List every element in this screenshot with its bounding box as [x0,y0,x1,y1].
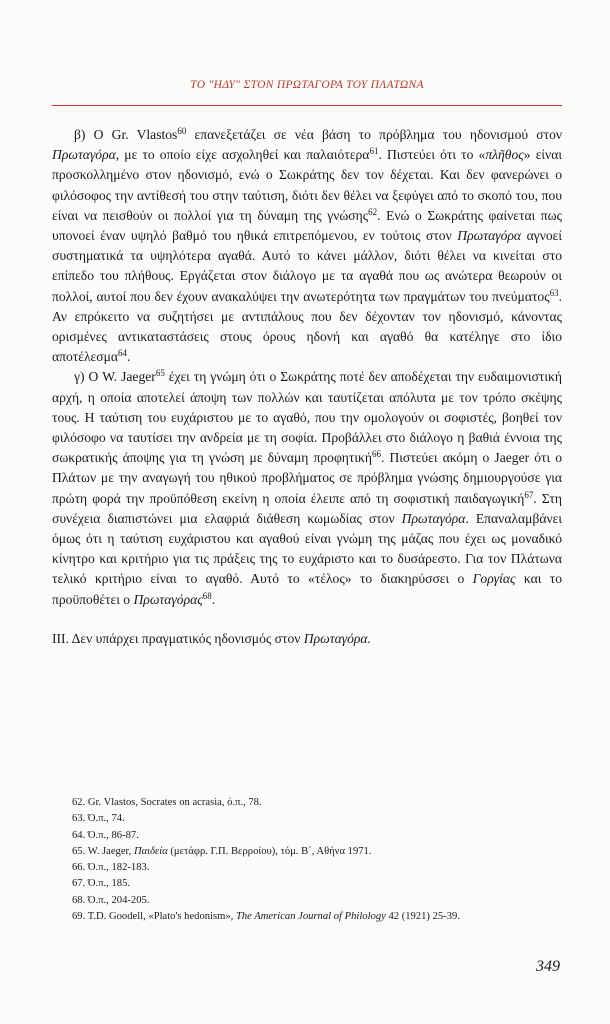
footnote-ref-67[interactable]: 67 [524,489,534,500]
text-segment: . Επαναλαμβάνει όμως ότι η ταύτιση ευχάριστου και αγαθού είναι γνώμη της μάζας που έχει ως μοναδικό κίνητρο και κριτήριο για τις πράξεις της το ευχάριστο και το δυσάρεστο. Για τον Πλάτωνα τελικό κριτήριο είναι το αγαθό. Αυτό το «τέλος» το διακηρύσσει ο [52,510,562,587]
text-segment: , με το οποίο είχε ασχοληθεί και παλαιότερα [115,147,370,163]
footnotes [72,795,562,925]
footnote-63: 63. Ό.π., 74. [72,813,125,825]
text-segment: . [211,591,216,607]
paragraph-jaeger [52,367,562,609]
footnote-68: 68. Ό.π., 204-205. [72,894,150,906]
work-title: Γοργίας [472,571,516,587]
paragraph-vlastos [52,125,562,367]
footnote-64: 64. Ό.π., 86-87. [72,829,139,841]
text-segment: επανεξετάζει σε νέα βάση το πρόβλημα του ηδονισμού στον [186,127,563,142]
footnote-text: 42 (1921) 25-39. [385,911,460,923]
work-title: Πρωταγόρα [401,510,466,526]
text-segment: . Πιστεύει ακόμη ο Jaeger ότι ο Πλάτων με την αναγωγή του ηθικού προβλήματος σε πρόβλημα γνώσης δημιουργούσε για πρώτη φορά την προϋπόθεση εκείνη η οποία έλειπε από τη σοφιστική παιδαγωγική [52,450,562,506]
text-segment: αγνοεί συστηματικά τα υψηλότερα αγαθά. Αυτό το κάνει μάλλον, διότι θέλει να κινείται στο επίπεδο του πλήθους. Εργάζεται στον διάλογο με τα αγαθά που ως ανώτερα θεωρούν οι πολλοί, αυτοί που δεν έχουν ανακαλύψει την ανωτερότητα των πραγμάτων του πνεύματος [52,228,563,304]
footnote-ref-63[interactable]: 63 [549,287,559,298]
text-segment: » είναι προσκολλημένο στον ηδονισμό, ενώ ο Σωκράτης δεν τον δέχεται. Και δεν φανερώνει ο φιλόσοφος την αντίθεσή του στην ταύτιση, διότι δεν θέλει να ξεφύγει από το σκοπό του, που είναι να πεισθούν οι πολλοί για τη δύναμη της γνώσης [52,147,562,223]
text-segment: . Ενώ ο Σωκράτης φαίνεται πως υπονοεί έναν υψηλό βαθμό του ηθικά επιτρεπόμενου, εν τούτοις στον [52,207,562,244]
page-number: 349 [536,958,560,975]
header-rule [52,105,562,106]
text-segment: γ) Ο W. Jaeger [74,369,156,385]
footnote-62: 62. Gr. Vlastos, Socrates on acrasia, ό.π., 78. [72,797,262,808]
text-segment: . [127,349,131,365]
work-title: Πρωταγόρα [52,147,116,163]
work-title: Πρωταγόρας [133,591,203,607]
journal-title: The American Journal of Philology [235,911,386,923]
footnote-ref-60[interactable]: 60 [177,126,187,136]
footnote-ref-65[interactable]: 65 [155,368,165,379]
running-head: ΤΟ "ΗΔΥ" ΣΤΟΝ ΠΡΩΤΑΓΟΡΑ ΤΟΥ ΠΛΑΤΩΝΑ [190,79,424,91]
work-title: Πρωταγόρα. [303,630,371,646]
footnote-ref-64[interactable]: 64 [118,348,127,359]
footnote-ref-68[interactable]: 68 [202,590,212,601]
footnote-ref-66[interactable]: 66 [371,449,381,460]
main-text [52,125,562,649]
text-segment: . Αν επρόκειτο να συζητήσει με αντιπάλους που δεν δέχονταν τον ηδονισμό, κάνοντας ορισμένες αντικαταστάσεις στους όρους ηδονή και αγαθό θα κατέληγε στο ίδιο αποτέλεσμα [52,288,562,365]
work-title: Πρωταγόρα [457,228,522,244]
work-title: Παιδεία [133,845,168,857]
footnote-ref-61[interactable]: 61 [369,146,379,157]
text-segment: και το προϋποθέτει ο [52,571,562,607]
footnote-66: 66. Ό.π., 182-183. [72,862,150,874]
footnote-text: (μετάφρ. Γ.Π. Βερροίου), τόμ. Β΄, Αθήνα 1971. [167,845,372,857]
footnote-67: 67. Ό.π., 185. [72,878,131,890]
footnote-69 [72,909,562,925]
greek-term: πλῆθος [485,147,524,163]
footnote-ref-62[interactable]: 62 [368,206,378,217]
text-segment: . Πιστεύει ότι το « [378,147,486,163]
text-segment: β) Ο Gr. Vlastos [74,127,178,142]
footnote-65 [72,844,562,860]
section-heading-text: ΙΙΙ. Δεν υπάρχει πραγματικός ηδονισμός στον [52,630,304,646]
section-heading [52,629,562,649]
footnote-text: 69. T.D. Goodell, «Plato's hedonism», [72,911,236,923]
text-segment: έχει τη γνώμη ότι ο Σωκράτης ποτέ δεν αποδέχεται την ευδαιμονιστική αρχή, η οποία αποτελεί άποψη των πολλών και ταυτίζεται απόλυτα με τον τρόπο σκέψης τους. Η ταύτιση του ευχάριστου με το αγαθό, που την ομολογούν οι σοφιστές, βοηθεί τον φιλόσοφο να ταυτίσει την ανδρεία με τη σοφία. Προβάλλει στο διάλογο η βαθιά έννοια της σωκρατικής άποψης για τη γνώση με δύναμη προφητική [52,369,562,466]
footnote-text: 65. W. Jaeger, [72,845,134,857]
text-segment: . Στη συνέχεια διαπιστώνει μια ελαφριά διάθεση κωμωδίας στον [52,490,562,526]
